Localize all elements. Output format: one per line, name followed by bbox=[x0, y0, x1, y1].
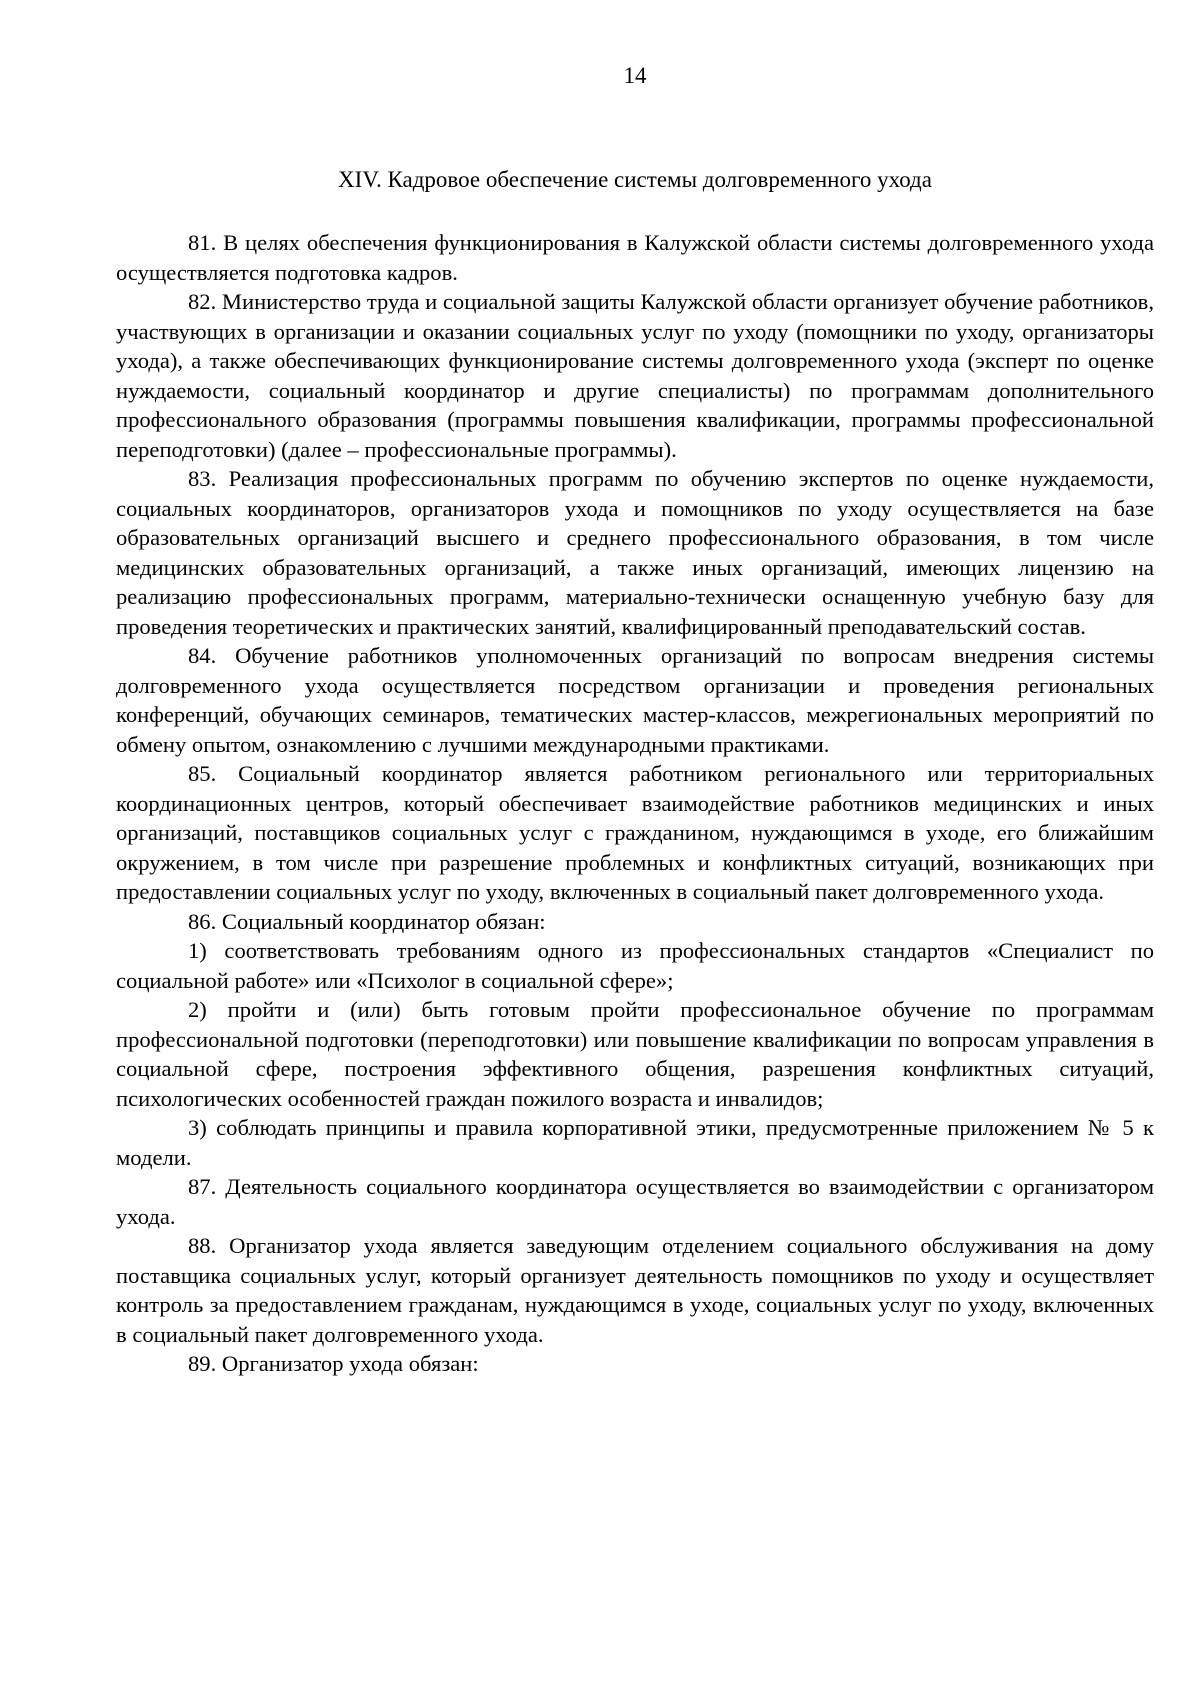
page-number: 14 bbox=[623, 63, 647, 88]
paragraph-86-item-3: 3) соблюдать принципы и правила корпоративной этики, предусмотренные приложением № 5 к модели. bbox=[116, 1115, 1154, 1170]
section-title: XIV. Кадровое обеспечение системы долговременного ухода bbox=[338, 167, 932, 192]
paragraph-85: 85. Социальный координатор является работником регионального или территориальных координационных центров, который обеспечивает взаимодействие работников медицинских и иных организаций, поставщиков социальных услуг с гражданином, нуждающимся в уходе, его ближайшим окружением, в том числе при разрешение проблемных и конфликтных ситуаций, возникающих при предоставлении социальных услуг по уходу, включенных в социальный пакет долговременного ухода. bbox=[116, 761, 1154, 904]
paragraph-84: 84. Обучение работников уполномоченных организаций по вопросам внедрения системы долговременного ухода осуществляется посредством организации и проведения региональных конференций, обучающих семинаров, тематических мастер-классов, межрегиональных мероприятий по обмену опытом, ознакомлению с лучшими международными практиками. bbox=[116, 643, 1154, 757]
paragraph-86: 86. Социальный координатор обязан: bbox=[188, 908, 546, 934]
document-page bbox=[116, 62, 1154, 1379]
paragraph-83: 83. Реализация профессиональных программ по обучению экспертов по оценке нуждаемости, социальных координаторов, организаторов ухода и помощников по уходу осуществляется на базе образовательных организаций высшего и среднего профессионального образования, в том числе медицинских образовательных организаций, а также иных организаций, имеющих лицензию на реализацию профессиональных программ, материально-технически оснащенную учебную базу для проведения теоретических и практических занятий, квалифицированный преподавательский состав. bbox=[116, 466, 1154, 639]
paragraph-86-item-2: 2) пройти и (или) быть готовым пройти профессиональное обучение по программам профессиональной подготовки (переподготовки) или повышение квалификации по вопросам управления в социальной сфере, построения эффективного общения, разрешения конфликтных ситуаций, психологических особенностей граждан пожилого возраста и инвалидов; bbox=[116, 997, 1154, 1111]
paragraph-81: 81. В целях обеспечения функционирования в Калужской области системы долговременного ухода осуществляется подготовка кадров. bbox=[116, 230, 1154, 285]
paragraph-89: 89. Организатор ухода обязан: bbox=[188, 1351, 479, 1376]
paragraph-82: 82. Министерство труда и социальной защиты Калужской области организует обучение работников, участвующих в организации и оказании социальных услуг по уходу (помощники по уходу, организаторы ухода), а также обеспечивающих функционирование системы долговременного ухода (эксперт по оценке нуждаемости, социальный координатор и другие специалисты) по программам дополнительного профессионального образования (программы повышения квалификации, программы профессиональной переподготовки) (далее – профессиональные программы). bbox=[116, 289, 1154, 462]
paragraph-86-item-1: 1) соответствовать требованиям одного из профессиональных стандартов «Специалист по социальной работе» или «Психолог в социальной сфере»; bbox=[116, 938, 1154, 993]
document-body bbox=[116, 228, 1154, 1379]
paragraph-88: 88. Организатор ухода является заведующим отделением социального обслуживания на дому поставщика социальных услуг, который организует деятельность помощников по уходу и осуществляет контроль за предоставлением гражданам, нуждающимся в уходе, социальных услуг по уходу, включенных в социальный пакет долговременного ухода. bbox=[116, 1233, 1154, 1347]
paragraph-87: 87. Деятельность социального координатора осуществляется во взаимодействии с организатором ухода. bbox=[116, 1174, 1154, 1229]
